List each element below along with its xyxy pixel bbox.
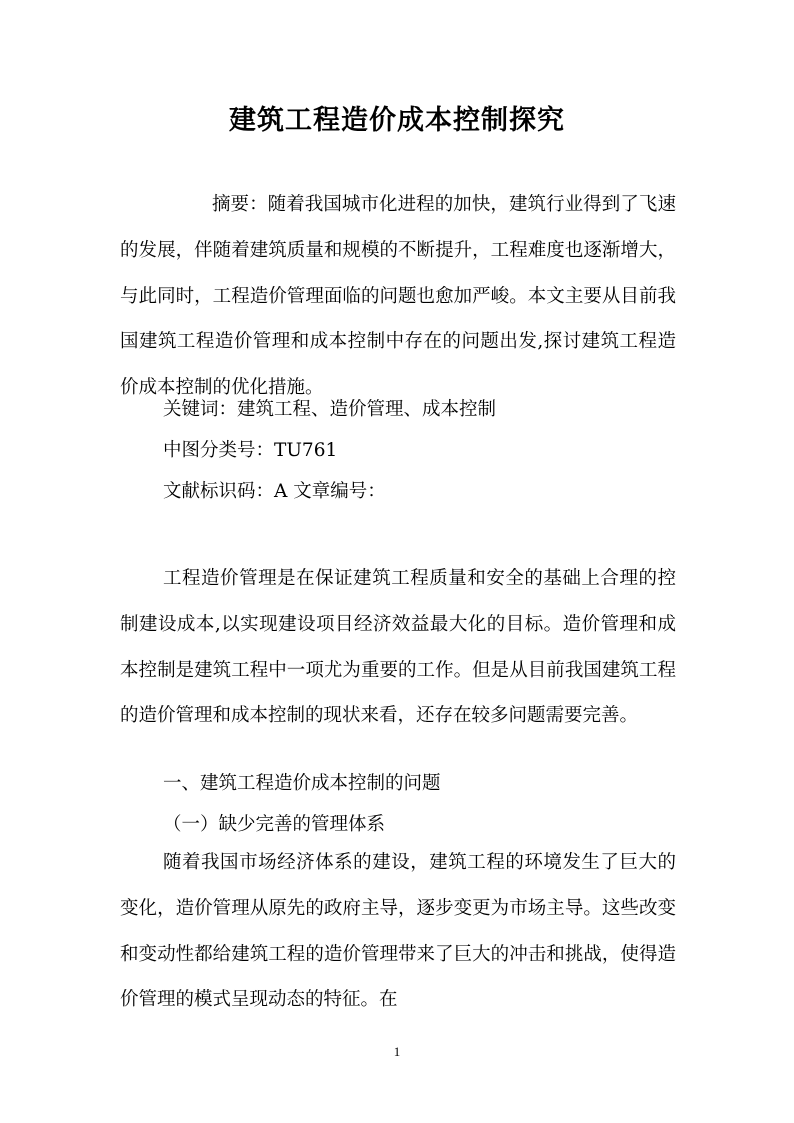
keywords-line: 关键词：建筑工程、造价管理、成本控制 [163,399,497,420]
section-heading: 一、建筑工程造价成本控制的问题 [163,773,441,794]
classification-line: 中图分类号：TU761 [163,440,338,461]
intro-paragraph: 工程造价管理是在保证建筑工程质量和安全的基础上合理的控制建设成本,以实现建设项目经济效益最大化的目标。造价管理和成本控制是建筑工程中一项尤为重要的工作。但是从目前我国建筑工程的造价管理和成本控制的现状来看，还存在较多问题需要完善。 [120,568,676,727]
subsection-heading: （一）缺少完善的管理体系 [163,814,386,835]
body-paragraph: 随着我国市场经济体系的建设，建筑工程的环境发生了巨大的变化，造价管理从原先的政府主导，逐步变更为市场主导。这些改变和变动性都给建筑工程的造价管理带来了巨大的冲击和挑战，使得造价管理的模式呈现动态的特征。在 [120,852,676,1011]
document-code-line: 文献标识码：A 文章编号： [163,481,386,502]
document-title: 建筑工程造价成本控制探究 [229,105,565,136]
page-number: 1 [393,1044,401,1059]
abstract-paragraph: 摘要：随着我国城市化进程的加快，建筑行业得到了飞速的发展，伴随着建筑质量和规模的不断提升，工程难度也逐渐增大，与此同时，工程造价管理面临的问题也愈加严峻。本文主要从目前我国建筑工程造价管理和成本控制中存在的问题出发,探讨建筑工程造价成本控制的优化措施。 [120,194,676,399]
